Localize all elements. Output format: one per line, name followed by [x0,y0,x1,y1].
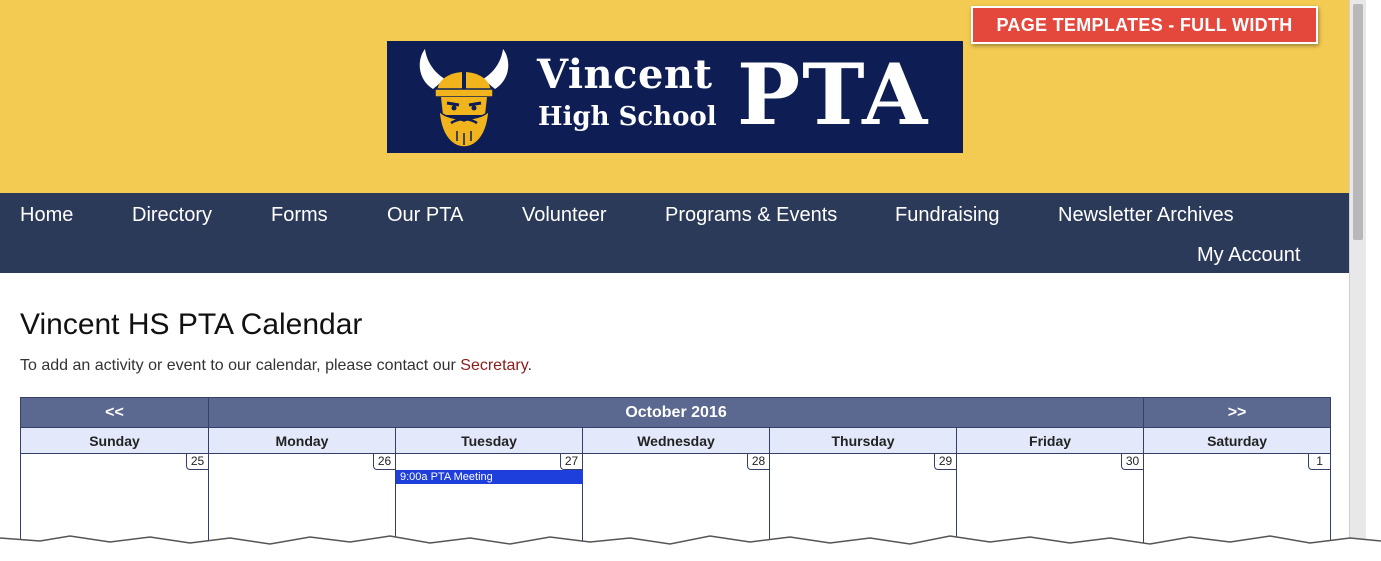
weekday-saturday: Saturday [1144,428,1331,454]
calendar-header-row [21,398,1331,428]
day-number[interactable]: 26 [373,454,395,470]
day-number[interactable]: 29 [934,454,956,470]
nav-item-our-pta[interactable]: Our PTA [387,204,464,226]
day-number[interactable]: 1 [1308,454,1330,470]
weekday-tuesday: Tuesday [396,428,583,454]
weekday-monday: Monday [209,428,396,454]
day-number[interactable]: 25 [186,454,208,470]
calendar-month-title: October 2016 [209,398,1144,428]
calendar-event-pta-meeting[interactable]: 9:00a PTA Meeting [396,470,583,484]
prev-month-button[interactable]: << [21,398,209,428]
intro-text [20,357,532,375]
site-logo[interactable] [387,41,963,153]
logo-school-name: Vincent [537,51,713,98]
main-navigation [0,193,1349,273]
nav-item-fundraising[interactable]: Fundraising [895,204,1000,226]
nav-item-programs-events[interactable]: Programs & Events [665,204,838,226]
nav-item-home[interactable]: Home [20,204,74,226]
next-month-button[interactable]: >> [1144,398,1331,428]
calendar-table [20,397,1331,546]
day-number[interactable]: 27 [560,454,582,470]
torn-edge-decoration [0,532,1381,561]
vertical-scrollbar[interactable] [1349,0,1366,546]
logo-school-subtitle: High School [538,102,717,132]
page-title: Vincent HS PTA Calendar [20,308,363,341]
site-header [0,0,1349,193]
scrollbar-thumb[interactable] [1353,4,1363,240]
weekday-header-row [21,428,1331,454]
nav-item-forms[interactable]: Forms [271,204,328,226]
secretary-link[interactable]: Secretary [460,357,528,374]
weekday-thursday: Thursday [770,428,957,454]
nav-item-directory[interactable]: Directory [132,204,213,226]
nav-item-my-account[interactable]: My Account [1197,244,1301,266]
nav-item-volunteer[interactable]: Volunteer [522,204,607,226]
day-number[interactable]: 28 [747,454,769,470]
logo-org-text: PTA [737,45,930,144]
intro-text-prefix: To add an activity or event to our calendar, please contact our [20,357,461,374]
day-number[interactable]: 30 [1121,454,1143,470]
intro-text-suffix: . [527,357,532,374]
nav-item-newsletter-archives[interactable]: Newsletter Archives [1058,204,1234,226]
viking-mascot-icon [415,45,513,149]
weekday-wednesday: Wednesday [583,428,770,454]
weekday-sunday: Sunday [21,428,209,454]
weekday-friday: Friday [957,428,1144,454]
page-template-badge: PAGE TEMPLATES - FULL WIDTH [971,6,1318,44]
